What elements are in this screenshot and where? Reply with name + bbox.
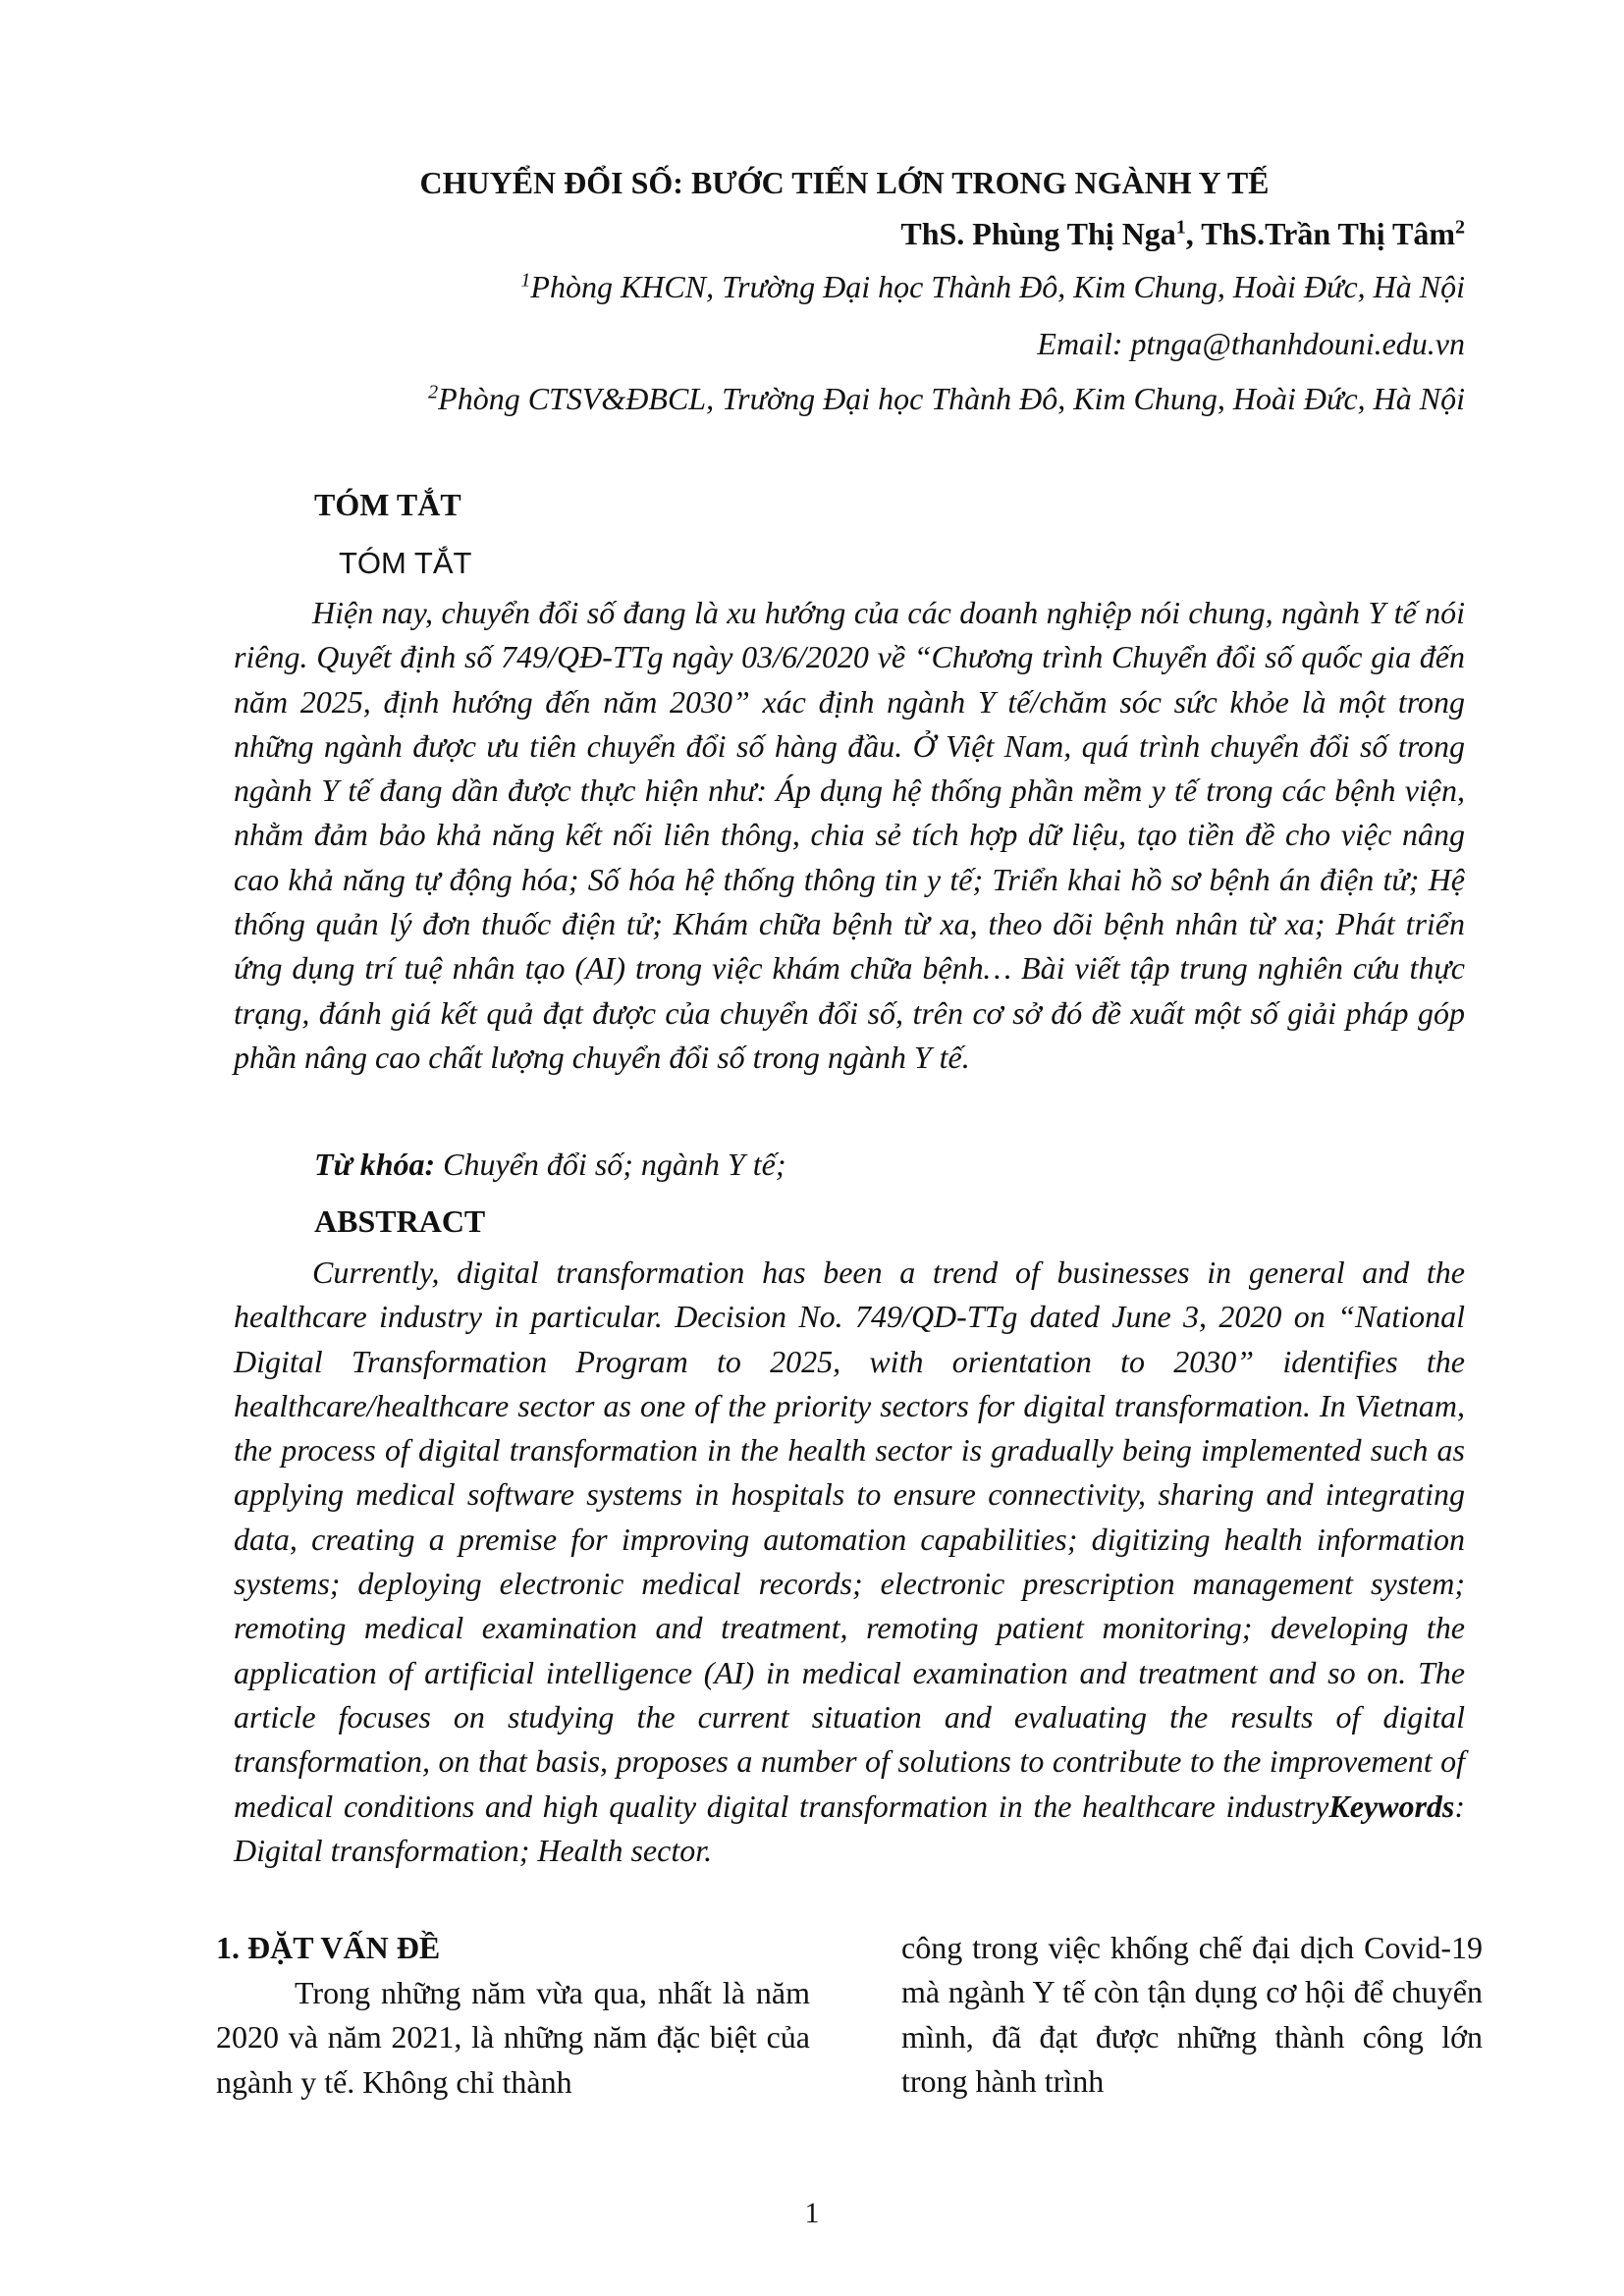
abstract-en-text: Currently, digital transformation has been a trend of businesses in general and the healthcare industry in particular. Decision No. 749/QD-TTg dated June 3, 2020 on “National Digital Transformation Program to 2025, with orientation to 2030” identifies the healthcare/healthcare sector as one of the priority sectors for digital transformation. In Vietnam, the process of digital transformation in the health sector is gradually being implemented such as applying medical software systems in hospitals to ensure connectivity, sharing and integrating data, creating a premise for improving automation capabilities; digitizing health information systems; deploying electronic medical records; electronic prescription management system; remoting medical examination and treatment, remoting patient monitoring; developing the application of artificial intelligence (AI) in medical examination and treatment and so on. The article focuses on studying the current situation and evaluating the results of digital transformation, on that basis, proposes a number of solutions to contribute to the improvement of medical conditions and high quality digital transformation in the healthcare industry	[234, 1255, 1465, 1824]
abstract-en-heading: ABSTRACT	[314, 1203, 486, 1239]
author-2-sup: 2	[1455, 216, 1465, 239]
abstract-vi-text: Hiện nay, chuyển đổi số đang là xu hướng của các doanh nghiệp nói chung, ngành Y tế nói riêng. Quyết định số 749/QĐ-TTg ngày 03/6/2020 về “Chương trình Chuyển đổi số quốc gia đến năm 2025, định hướng đến năm 2030” xác định ngành Y tế/chăm sóc sức khỏe là một trong những ngành được ưu tiên chuyển đổi số hàng đầu. Ở Việt Nam, quá trình chuyển đổi số trong ngành Y tế đang dần được thực hiện như: Áp dụng hệ thống phần mềm y tế trong các bệnh viện, nhằm đảm bảo khả năng kết nối liên thông, chia sẻ tích hợp dữ liệu, tạo tiền đề cho việc nâng cao khả năng tự động hóa; Số hóa hệ thống thông tin y tế; Triển khai hồ sơ bệnh án điện tử; Hệ thống quản lý đơn thuốc điện tử; Khám chữa bệnh từ xa, theo dõi bệnh nhân từ xa; Phát triển ứng dụng trí tuệ nhân tạo (AI) trong việc khám chữa bệnh… Bài viết tập trung nghiên cứu thực trạng, đánh giá kết quả đạt được của chuyển đổi số, trên cơ sở đó đề xuất một số giải pháp góp phần nâng cao chất lượng chuyển đổi số trong ngành Y tế.	[234, 595, 1465, 1075]
author-2-name: ThS.Trần Thị Tâm	[1201, 216, 1455, 251]
keywords-vi-text: Chuyển đổi số; ngành Y tế;	[435, 1147, 786, 1182]
keywords-vi	[314, 1147, 785, 1183]
section-1-left-text: Trong những năm vừa qua, nhất là năm 2020 và năm 2021, là những năm đặc biệt của ngành y tế. Không chỉ thành	[216, 1975, 810, 2100]
abstract-vi-heading-repeat: TÓM TẮT	[339, 546, 472, 580]
keywords-en-label: Keywords	[1328, 1788, 1455, 1824]
abstract-vi-heading: TÓM TẮT	[314, 487, 461, 522]
author-1-name: ThS. Phùng Thị Nga	[900, 216, 1176, 251]
affiliation-1-sup: 1	[520, 269, 531, 292]
abstract-en-body	[234, 1251, 1465, 1873]
section-1-heading: 1. ĐẶT VẤN ĐỀ	[216, 1930, 441, 1965]
author-line	[900, 216, 1465, 252]
author-1-sup: 1	[1175, 216, 1186, 239]
keywords-vi-label: Từ khóa:	[314, 1147, 436, 1182]
affiliation-2	[428, 381, 1465, 417]
section-1-left-column	[216, 1971, 810, 2105]
section-1-right-column: công trong việc khống chế đại dịch Covid-19 mà ngành Y tế còn tận dụng cơ hội để chuyển mình, đã đạt được những thành công lớn trong hành trình	[901, 1930, 1483, 2099]
affiliation-2-text: Phòng CTSV&ĐBCL, Trường Đại học Thành Đô, Kim Chung, Hoài Đức, Hà Nội	[438, 381, 1465, 416]
keywords-en-text: : Digital transformation; Health sector.	[234, 1788, 1465, 1868]
paper-title: CHUYỂN ĐỔI SỐ: BƯỚC TIẾN LỚN TRONG NGÀNH Y TẾ	[419, 165, 1270, 200]
affiliation-1-text: Phòng KHCN, Trường Đại học Thành Đô, Kim Chung, Hoài Đức, Hà Nội	[530, 269, 1465, 304]
author-separator: ,	[1185, 216, 1202, 251]
abstract-vi-body	[234, 591, 1465, 1080]
affiliation-1	[520, 269, 1465, 305]
page-number: 1	[804, 2197, 820, 2229]
affiliation-email: Email: ptnga@thanhdouni.edu.vn	[1037, 326, 1465, 361]
affiliation-2-sup: 2	[428, 381, 439, 403]
